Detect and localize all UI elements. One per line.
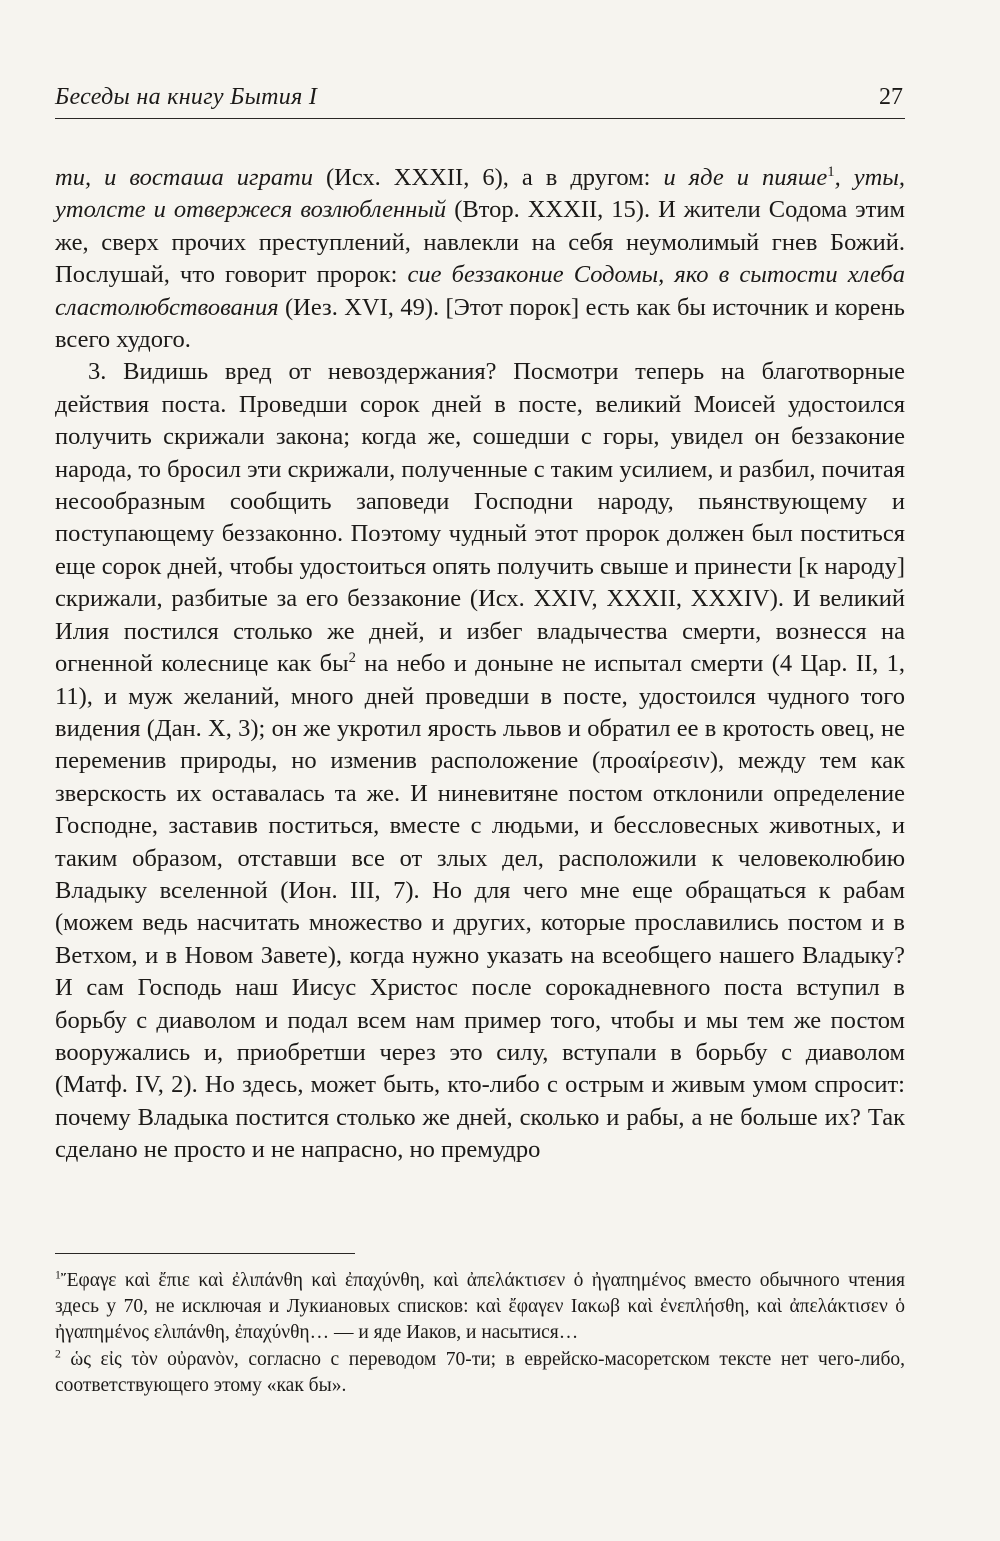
- footnote-ref-2: 2: [348, 649, 356, 666]
- text-run: (Исх. XXXII, 6), а в другом:: [313, 164, 664, 191]
- footnote-2: [55, 1347, 905, 1399]
- paragraph-section-3: [55, 356, 905, 1166]
- citation-italic: , уты, утолсте и отвержеся возлюбленный: [55, 164, 905, 224]
- running-header: [55, 84, 905, 119]
- text-run: (Иез. XVI, 49). [Этот порок] есть как бы источник и корень всего худого.: [55, 293, 905, 354]
- footnote-marker: 1: [55, 1268, 61, 1282]
- citation-italic: сие беззаконие Содомы, яко в сытости хлеба сластолюбствования: [55, 261, 905, 321]
- page-number: 27: [879, 84, 903, 110]
- text-run: на небо и доныне не испытал смерти (4 Цар. II, 1, 11), и муж желаний, много дней проведши в посте, удостоился чудного того видения (Дан. X, 3); он же укротил ярость львов и обратил ее в кротость овец, не переменив природы, но изменив расположение (προαίρεσιν), между тем как зверскость их оставалась та же. И ниневитяне постом отклонили определение Господне, заставив поститься, вместе с людьми, и бессловесных животных, и таким образом, отставши все от злых дел, расположили к человеколюбию Владыку вселенной (Ион. III, 7). Но для чего мне еще обращаться к рабам (можем ведь насчитать множество и других, которые прославились постом и в Ветхом, и в Новом Завете), когда нужно указать на всеобщего нашего Владыку? И сам Господь наш Иисус Христос после сорокадневного поста вступил в борьбу с диаволом и подал всем нам пример того, чтобы и мы тем же постом вооружались и, приобретши через это силу, вступали в борьбу с диаволом (Матф. IV, 2). Но здесь, может быть, кто-либо с острым и живым умом спросит: почему Владыка постится столько же дней, сколько и рабы, а не больше их? Так сделано не просто и не напрасно, но премудро: [55, 650, 906, 1164]
- citation-italic: и яде и пияше: [663, 164, 828, 191]
- book-page: [55, 0, 905, 1541]
- citation-italic: ти, и восташа играти: [55, 164, 314, 191]
- footnotes: [55, 1268, 905, 1399]
- footnote-text: ὡς εἰς τὸν οὐρανὸν, согласно с переводом 70-ти; в еврейско-масоретском тексте нет чего-либо, соответствующего этому «как бы».: [55, 1348, 905, 1396]
- footnote-1: [55, 1268, 905, 1347]
- footnote-ref-1: 1: [827, 163, 835, 180]
- text-run: (Втор. XXXII, 15). И жители Содома этим же, сверх прочих преступлений, навлекли на себя неумолимый гнев Божий. Послушай, что говорит пророк:: [55, 196, 905, 289]
- text-run: 3. Видишь вред от невоздержания? Посмотри теперь на благотворные действия поста. Проведши сорок дней в посте, великий Моисей удостоился получить скрижали закона; когда же, сошедши с горы, увидел он беззаконие народа, то бросил эти скрижали, полученные с таким усилием, и разбил, почитая несообразным сообщить заповеди Господни народу, пьянствующему и поступающему беззаконно. Поэтому чудный этот пророк должен был поститься еще сорок дней, чтобы удостоиться опять получить свыше и принести [к народу] скрижали, разбитые за его беззаконие (Исх. XXIV, XXXII, XXXIV). И великий Илия постился столько же дней, и избег владычества смерти, вознесся на огненной колеснице как бы: [55, 358, 905, 678]
- footnote-divider: [55, 1253, 355, 1254]
- main-text: [55, 162, 905, 1167]
- footnote-text: Ἔφαγε καὶ ἔπιε καὶ ἐλιπάνθη καὶ ἐπαχύνθη, καὶ ἀπελάκτισεν ὁ ἠγαπημένος вместо обычного чтения здесь у 70, не исключая и Лукиановых списков: καὶ ἔφαγεν Ιακωβ καὶ ἐνεπλήσθη, καὶ ἀπελάκτισεν ὁ ἠγαπημένος ελιπάνθη, ἐπαχύνθη… — и яде Иаков, и насытися…: [55, 1270, 905, 1344]
- footnote-marker: 2: [55, 1347, 61, 1361]
- running-title: Беседы на книгу Бытия I: [55, 84, 318, 110]
- paragraph-continuation: [55, 162, 905, 356]
